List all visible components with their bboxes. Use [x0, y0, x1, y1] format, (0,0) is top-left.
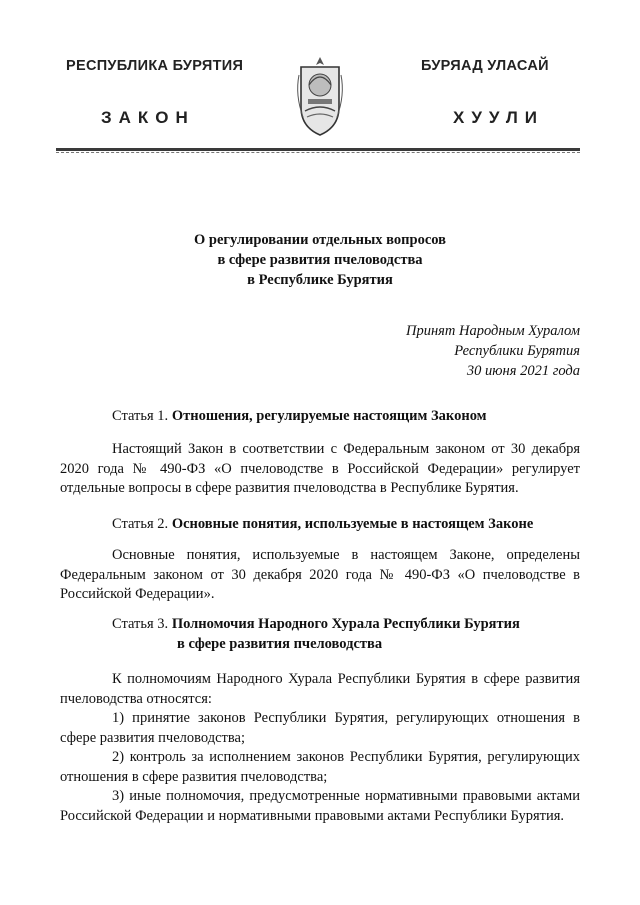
adoption-date: 30 июня 2021 года: [466, 363, 580, 379]
article-title: Полномочия Народного Хурала Республики Бурятия: [171, 616, 520, 632]
article-label: Статья 2.: [112, 516, 169, 532]
list-item: 1) принятие законов Республики Бурятия, регулирующих отношения в сфере развития пчеловодства;: [60, 710, 580, 746]
coat-of-arms-buryatia-icon: [293, 55, 347, 137]
article-label: Статья 1.: [112, 408, 169, 424]
law-label-russian: ЗАКОН: [101, 108, 195, 127]
title-line: в сфере развития пчеловодства: [217, 252, 423, 268]
article-2-text: Основные понятия, используемые в настоящем Законе, определены Федеральным законом от 30 декабря 2020 года № 490-ФЗ «О пчеловодстве в Российской Федерации».: [60, 547, 580, 602]
article-3-intro: К полномочиям Народного Хурала Республики Бурятия в сфере развития пчеловодства относятся:: [60, 671, 580, 707]
republic-name-buryat: БУРЯАД УЛАСАЙ: [421, 58, 549, 74]
header-rule-dashed: [56, 152, 580, 153]
header-rule: [56, 148, 580, 151]
title-line: в Республике Бурятия: [247, 272, 393, 288]
article-title: Отношения, регулируемые настоящим Законом: [171, 408, 487, 424]
republic-name-russian: РЕСПУБЛИКА БУРЯТИЯ: [66, 58, 244, 74]
adoption-note: [406, 321, 580, 381]
adoption-line: Республики Бурятия: [454, 343, 580, 359]
article-title-continuation: в сфере развития пчеловодства: [177, 636, 383, 652]
list-item: 2) контроль за исполнением законов Республики Бурятия, регулирующих отношения в сфере развития пчеловодства;: [60, 749, 580, 785]
law-label-buryat: ХУУЛИ: [453, 108, 544, 127]
article-2-heading: [112, 514, 533, 534]
list-item: 3) иные полномочия, предусмотренные нормативными правовыми актами Российской Федерации и нормативными правовыми актами Республики Бурятия.: [60, 788, 580, 824]
law-title: [60, 230, 580, 290]
adoption-line: Принят Народным Хуралом: [405, 323, 580, 339]
article-3-body: [60, 670, 580, 826]
article-1-heading: [112, 406, 487, 426]
article-1-text: Настоящий Закон в соответствии с Федеральным законом от 30 декабря 2020 года № 490-ФЗ «О пчеловодстве в Российской Федерации» регулирует отдельные вопросы в сфере развития пчеловодства в Республике Бурятия.: [60, 441, 580, 496]
article-title: Основные понятия, используемые в настоящем Законе: [171, 516, 534, 532]
article-label: Статья 3.: [112, 616, 169, 632]
article-3-heading: [112, 614, 520, 654]
title-line: О регулировании отдельных вопросов: [193, 232, 446, 248]
